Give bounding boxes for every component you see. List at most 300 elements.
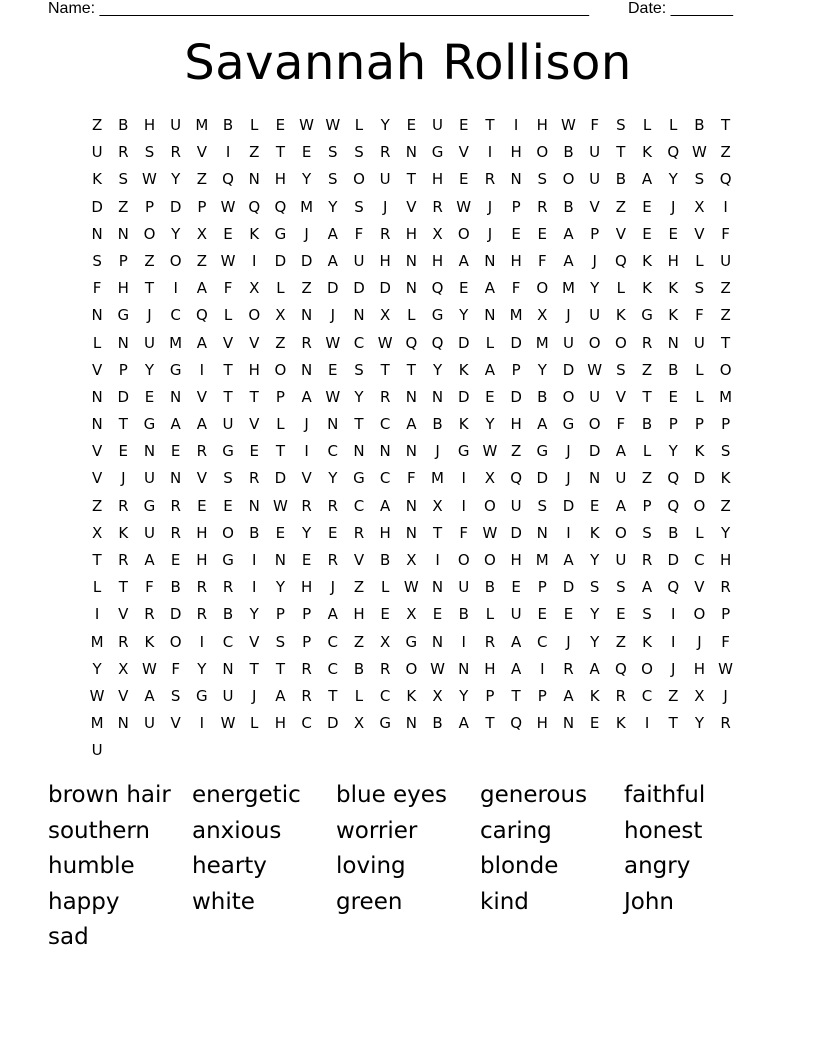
grid-letter[interactable]: G: [353, 469, 365, 488]
grid-letter[interactable]: P: [275, 605, 285, 624]
grid-letter[interactable]: K: [642, 143, 652, 162]
grid-letter[interactable]: G: [431, 306, 444, 325]
grid-letter[interactable]: T: [511, 686, 521, 705]
grid-letter[interactable]: D: [169, 605, 182, 624]
grid-letter[interactable]: D: [117, 387, 130, 406]
grid-letter[interactable]: O: [536, 279, 549, 298]
grid-letter[interactable]: H: [196, 523, 208, 542]
grid-letter[interactable]: V: [301, 469, 312, 488]
grid-letter[interactable]: K: [118, 523, 129, 542]
grid-letter[interactable]: Q: [667, 496, 680, 515]
grid-letter[interactable]: R: [353, 523, 365, 542]
grid-letter[interactable]: A: [196, 415, 207, 434]
grid-letter[interactable]: Q: [431, 333, 444, 352]
grid-letter[interactable]: N: [222, 659, 234, 678]
grid-letter[interactable]: J: [566, 442, 571, 461]
grid-letter[interactable]: W: [377, 333, 393, 352]
grid-letter[interactable]: B: [458, 605, 469, 624]
grid-letter[interactable]: E: [275, 116, 286, 134]
grid-letter[interactable]: F: [537, 251, 547, 270]
grid-letter[interactable]: W: [430, 659, 445, 678]
grid-letter[interactable]: R: [720, 578, 731, 597]
grid-letter[interactable]: D: [327, 714, 339, 733]
grid-letter[interactable]: P: [537, 578, 547, 597]
grid-letter[interactable]: X: [406, 605, 417, 624]
grid-letter[interactable]: M: [509, 306, 523, 325]
grid-letter[interactable]: N: [667, 333, 679, 352]
grid-letter[interactable]: E: [197, 496, 207, 515]
grid-letter[interactable]: U: [91, 143, 103, 162]
grid-letter[interactable]: X: [118, 659, 129, 678]
grid-letter[interactable]: B: [537, 387, 548, 406]
grid-letter[interactable]: V: [118, 686, 129, 705]
grid-letter[interactable]: R: [118, 632, 129, 651]
grid-letter[interactable]: L: [276, 415, 285, 434]
grid-letter[interactable]: S: [694, 279, 705, 298]
grid-letter[interactable]: A: [327, 605, 338, 624]
grid-letter[interactable]: K: [589, 686, 600, 705]
grid-letter[interactable]: D: [562, 496, 575, 515]
grid-letter[interactable]: C: [379, 415, 391, 434]
grid-letter[interactable]: N: [170, 469, 182, 488]
grid-letter[interactable]: Y: [459, 686, 469, 705]
grid-letter[interactable]: Z: [641, 360, 653, 379]
grid-letter[interactable]: Q: [667, 469, 680, 488]
grid-letter[interactable]: R: [379, 224, 391, 243]
grid-letter[interactable]: Y: [590, 605, 600, 624]
grid-letter[interactable]: E: [223, 224, 233, 243]
grid-letter[interactable]: Y: [92, 659, 102, 678]
grid-letter[interactable]: N: [300, 360, 313, 379]
grid-letter[interactable]: X: [380, 632, 391, 651]
grid-letter[interactable]: Y: [590, 279, 600, 298]
grid-letter[interactable]: O: [719, 360, 732, 379]
grid-letter[interactable]: N: [405, 143, 417, 162]
grid-letter[interactable]: Z: [615, 632, 626, 651]
grid-letter[interactable]: B: [432, 415, 443, 434]
grid-letter[interactable]: J: [304, 415, 309, 434]
grid-letter[interactable]: T: [92, 551, 102, 569]
grid-letter[interactable]: W: [561, 116, 576, 134]
grid-letter[interactable]: I: [513, 116, 519, 134]
grid-letter[interactable]: E: [589, 714, 600, 733]
grid-letter[interactable]: K: [144, 632, 155, 651]
grid-letter[interactable]: X: [380, 306, 391, 325]
grid-letter[interactable]: I: [644, 714, 650, 733]
grid-letter[interactable]: U: [222, 415, 234, 434]
grid-letter[interactable]: E: [432, 605, 443, 624]
grid-letter[interactable]: P: [511, 360, 521, 379]
grid-letter[interactable]: H: [693, 659, 706, 678]
grid-letter[interactable]: N: [405, 714, 417, 733]
grid-letter[interactable]: Y: [590, 551, 600, 569]
grid-letter[interactable]: Y: [249, 605, 259, 624]
grid-letter[interactable]: W: [325, 116, 341, 134]
grid-letter[interactable]: K: [642, 279, 652, 298]
grid-letter[interactable]: R: [720, 714, 731, 733]
grid-letter[interactable]: M: [90, 632, 104, 651]
grid-letter[interactable]: Z: [275, 333, 286, 352]
grid-letter[interactable]: T: [485, 714, 495, 733]
grid-letter[interactable]: G: [431, 143, 444, 162]
grid-letter[interactable]: D: [693, 469, 706, 488]
grid-letter[interactable]: I: [461, 496, 466, 515]
grid-letter[interactable]: S: [328, 170, 338, 189]
grid-letter[interactable]: N: [562, 714, 575, 733]
grid-letter[interactable]: A: [615, 442, 626, 461]
grid-letter[interactable]: A: [458, 251, 469, 270]
grid-letter[interactable]: A: [170, 415, 181, 434]
grid-letter[interactable]: M: [300, 197, 314, 216]
grid-letter[interactable]: R: [379, 387, 391, 406]
grid-letter[interactable]: I: [199, 632, 205, 651]
grid-letter[interactable]: Q: [667, 578, 680, 597]
grid-letter[interactable]: W: [142, 170, 157, 189]
grid-letter[interactable]: X: [275, 306, 286, 325]
grid-letter[interactable]: E: [511, 578, 521, 597]
grid-letter[interactable]: Z: [510, 442, 522, 461]
grid-letter[interactable]: F: [721, 632, 730, 651]
grid-letter[interactable]: X: [484, 469, 496, 488]
grid-letter[interactable]: I: [199, 714, 205, 733]
grid-letter[interactable]: Q: [719, 170, 732, 189]
grid-letter[interactable]: A: [301, 387, 312, 406]
grid-letter[interactable]: W: [89, 686, 105, 705]
grid-letter[interactable]: R: [196, 578, 208, 597]
grid-letter[interactable]: Y: [171, 224, 181, 243]
grid-letter[interactable]: F: [407, 469, 416, 488]
grid-letter[interactable]: Y: [590, 632, 600, 651]
grid-letter[interactable]: L: [669, 116, 678, 134]
grid-letter[interactable]: D: [510, 333, 522, 352]
grid-letter[interactable]: V: [458, 143, 469, 162]
grid-letter[interactable]: Q: [431, 279, 444, 298]
grid-letter[interactable]: M: [535, 333, 549, 352]
grid-letter[interactable]: D: [510, 387, 522, 406]
grid-letter[interactable]: P: [144, 197, 154, 216]
grid-letter[interactable]: X: [432, 686, 443, 705]
grid-letter[interactable]: G: [379, 714, 391, 733]
grid-letter[interactable]: Q: [405, 333, 418, 352]
grid-letter[interactable]: N: [91, 387, 103, 406]
grid-letter[interactable]: Z: [118, 197, 129, 216]
grid-letter[interactable]: H: [117, 279, 129, 298]
grid-letter[interactable]: X: [694, 197, 705, 216]
grid-letter[interactable]: A: [563, 224, 574, 243]
grid-letter[interactable]: B: [222, 116, 234, 134]
grid-letter[interactable]: T: [118, 415, 128, 434]
grid-letter[interactable]: K: [668, 306, 679, 325]
grid-letter[interactable]: X: [406, 551, 417, 569]
grid-letter[interactable]: N: [143, 442, 156, 461]
grid-letter[interactable]: Y: [302, 170, 312, 189]
grid-letter[interactable]: J: [252, 686, 257, 705]
grid-letter[interactable]: Z: [720, 306, 731, 325]
grid-letter[interactable]: Z: [668, 686, 679, 705]
grid-letter[interactable]: E: [406, 116, 417, 134]
grid-letter[interactable]: B: [222, 605, 234, 624]
grid-letter[interactable]: H: [510, 415, 522, 434]
grid-letter[interactable]: Y: [354, 387, 364, 406]
grid-letter[interactable]: E: [642, 224, 652, 243]
grid-letter[interactable]: N: [379, 442, 391, 461]
grid-letter[interactable]: V: [615, 387, 626, 406]
grid-letter[interactable]: D: [327, 279, 339, 298]
grid-letter[interactable]: R: [170, 143, 181, 162]
grid-letter[interactable]: A: [641, 578, 653, 597]
grid-letter[interactable]: A: [458, 714, 469, 733]
grid-letter[interactable]: I: [461, 469, 466, 488]
grid-letter[interactable]: A: [563, 551, 574, 569]
grid-letter[interactable]: G: [405, 632, 418, 651]
grid-letter[interactable]: Y: [668, 442, 678, 461]
grid-letter[interactable]: X: [196, 224, 207, 243]
grid-letter[interactable]: J: [671, 659, 676, 678]
grid-letter[interactable]: Y: [144, 360, 155, 379]
grid-letter[interactable]: C: [641, 686, 653, 705]
grid-letter[interactable]: N: [431, 632, 444, 651]
grid-letter[interactable]: A: [615, 496, 626, 515]
grid-letter[interactable]: V: [694, 578, 705, 597]
grid-letter[interactable]: S: [92, 251, 102, 270]
grid-letter[interactable]: V: [196, 143, 207, 162]
grid-letter[interactable]: D: [300, 251, 313, 270]
grid-letter[interactable]: O: [484, 496, 496, 515]
grid-letter[interactable]: H: [196, 551, 208, 569]
grid-letter[interactable]: L: [354, 686, 364, 705]
grid-letter[interactable]: E: [537, 605, 548, 624]
grid-letter[interactable]: G: [222, 442, 234, 461]
grid-letter[interactable]: L: [250, 116, 259, 134]
grid-letter[interactable]: C: [353, 496, 365, 515]
grid-letter[interactable]: N: [405, 279, 417, 298]
grid-letter[interactable]: H: [431, 251, 444, 270]
grid-letter[interactable]: Y: [380, 116, 390, 134]
grid-letter[interactable]: I: [252, 551, 257, 569]
grid-letter[interactable]: U: [170, 116, 182, 134]
grid-letter[interactable]: O: [614, 333, 627, 352]
grid-letter[interactable]: E: [485, 387, 495, 406]
grid-letter[interactable]: Z: [615, 197, 626, 216]
grid-letter[interactable]: O: [457, 551, 470, 569]
grid-letter[interactable]: B: [641, 415, 653, 434]
grid-letter[interactable]: T: [485, 116, 495, 134]
grid-letter[interactable]: W: [325, 387, 341, 406]
grid-letter[interactable]: Y: [432, 360, 443, 379]
grid-letter[interactable]: V: [196, 387, 207, 406]
grid-letter[interactable]: S: [118, 170, 129, 189]
grid-letter[interactable]: R: [301, 686, 312, 705]
grid-letter[interactable]: K: [642, 632, 652, 651]
grid-letter[interactable]: W: [220, 251, 236, 270]
grid-letter[interactable]: E: [511, 224, 521, 243]
grid-letter[interactable]: L: [695, 360, 704, 379]
grid-letter[interactable]: V: [694, 224, 705, 243]
grid-letter[interactable]: N: [431, 387, 444, 406]
grid-letter[interactable]: S: [616, 578, 626, 597]
grid-letter[interactable]: A: [484, 360, 496, 379]
grid-letter[interactable]: Y: [328, 469, 338, 488]
grid-letter[interactable]: G: [274, 224, 287, 243]
grid-letter[interactable]: A: [484, 279, 496, 298]
grid-letter[interactable]: R: [118, 143, 129, 162]
grid-letter[interactable]: H: [143, 116, 156, 134]
grid-letter[interactable]: I: [173, 279, 178, 298]
grid-letter[interactable]: D: [667, 551, 679, 569]
grid-letter[interactable]: D: [353, 279, 365, 298]
grid-letter[interactable]: U: [379, 170, 391, 189]
grid-letter[interactable]: K: [589, 523, 600, 542]
grid-letter[interactable]: U: [510, 496, 522, 515]
grid-letter[interactable]: J: [487, 224, 493, 243]
grid-letter[interactable]: O: [536, 143, 549, 162]
grid-letter[interactable]: B: [563, 197, 574, 216]
grid-letter[interactable]: N: [405, 496, 417, 515]
grid-letter[interactable]: D: [562, 360, 575, 379]
grid-letter[interactable]: R: [249, 469, 260, 488]
grid-letter[interactable]: V: [406, 197, 417, 216]
grid-letter[interactable]: N: [91, 306, 103, 325]
grid-letter[interactable]: R: [222, 578, 234, 597]
grid-letter[interactable]: D: [379, 279, 391, 298]
grid-letter[interactable]: J: [147, 306, 152, 325]
grid-letter[interactable]: U: [222, 686, 234, 705]
grid-letter[interactable]: M: [90, 714, 104, 733]
grid-letter[interactable]: L: [250, 714, 259, 733]
grid-letter[interactable]: T: [406, 170, 416, 189]
grid-letter[interactable]: L: [695, 251, 704, 270]
grid-letter[interactable]: K: [642, 251, 652, 270]
grid-letter[interactable]: E: [170, 551, 181, 569]
grid-letter[interactable]: S: [170, 686, 181, 705]
grid-letter[interactable]: N: [117, 224, 129, 243]
grid-letter[interactable]: A: [510, 632, 522, 651]
grid-letter[interactable]: X: [249, 279, 260, 298]
grid-letter[interactable]: A: [563, 251, 574, 270]
grid-letter[interactable]: L: [485, 605, 495, 624]
grid-letter[interactable]: O: [353, 170, 365, 189]
grid-letter[interactable]: D: [274, 469, 287, 488]
grid-letter[interactable]: P: [302, 632, 312, 651]
grid-letter[interactable]: I: [435, 551, 440, 569]
grid-letter[interactable]: H: [510, 551, 522, 569]
grid-letter[interactable]: W: [220, 197, 236, 216]
grid-letter[interactable]: U: [589, 387, 601, 406]
grid-letter[interactable]: N: [405, 523, 417, 542]
grid-letter[interactable]: O: [588, 415, 601, 434]
grid-letter[interactable]: D: [562, 578, 575, 597]
grid-letter[interactable]: M: [195, 116, 209, 134]
grid-letter[interactable]: I: [252, 578, 257, 597]
grid-letter[interactable]: N: [117, 714, 129, 733]
grid-letter[interactable]: N: [353, 306, 365, 325]
grid-letter[interactable]: I: [252, 251, 257, 270]
grid-letter[interactable]: T: [275, 143, 285, 162]
grid-letter[interactable]: Q: [274, 197, 287, 216]
grid-letter[interactable]: C: [301, 714, 312, 733]
grid-letter[interactable]: N: [117, 333, 129, 352]
grid-letter[interactable]: L: [695, 387, 704, 406]
grid-letter[interactable]: R: [118, 496, 129, 515]
grid-letter[interactable]: N: [405, 387, 417, 406]
grid-letter[interactable]: K: [92, 170, 103, 189]
grid-letter[interactable]: T: [223, 360, 233, 379]
grid-letter[interactable]: E: [144, 387, 155, 406]
grid-letter[interactable]: L: [92, 578, 102, 597]
grid-letter[interactable]: W: [718, 659, 734, 678]
grid-letter[interactable]: P: [642, 496, 652, 515]
grid-letter[interactable]: P: [197, 197, 207, 216]
grid-letter[interactable]: N: [405, 251, 417, 270]
grid-letter[interactable]: V: [91, 469, 103, 488]
grid-letter[interactable]: T: [275, 659, 285, 678]
grid-letter[interactable]: E: [118, 442, 129, 461]
grid-letter[interactable]: S: [328, 143, 338, 162]
grid-letter[interactable]: N: [274, 551, 287, 569]
grid-letter[interactable]: A: [537, 415, 548, 434]
grid-letter[interactable]: Y: [275, 578, 285, 597]
grid-letter[interactable]: R: [118, 551, 129, 569]
grid-letter[interactable]: G: [222, 551, 234, 569]
grid-letter[interactable]: P: [302, 605, 312, 624]
grid-letter[interactable]: D: [510, 523, 522, 542]
grid-letter[interactable]: A: [196, 279, 207, 298]
grid-letter[interactable]: B: [694, 116, 705, 134]
grid-letter[interactable]: N: [431, 578, 444, 597]
grid-letter[interactable]: O: [614, 523, 627, 542]
grid-letter[interactable]: O: [693, 605, 706, 624]
grid-letter[interactable]: N: [248, 496, 260, 515]
grid-letter[interactable]: M: [535, 551, 549, 569]
grid-letter[interactable]: V: [222, 333, 234, 352]
grid-letter[interactable]: D: [588, 442, 601, 461]
grid-letter[interactable]: E: [223, 496, 233, 515]
grid-letter[interactable]: C: [694, 551, 705, 569]
grid-letter[interactable]: V: [353, 551, 365, 569]
grid-letter[interactable]: S: [589, 578, 600, 597]
grid-letter[interactable]: A: [144, 551, 155, 569]
grid-letter[interactable]: X: [432, 224, 443, 243]
grid-letter[interactable]: I: [225, 143, 231, 162]
grid-letter[interactable]: N: [510, 170, 522, 189]
grid-letter[interactable]: R: [301, 333, 312, 352]
grid-letter[interactable]: Z: [720, 143, 731, 162]
grid-letter[interactable]: N: [353, 442, 365, 461]
grid-letter[interactable]: H: [248, 360, 260, 379]
grid-letter[interactable]: G: [143, 496, 156, 515]
grid-letter[interactable]: Z: [720, 496, 731, 515]
grid-letter[interactable]: Q: [614, 251, 627, 270]
grid-letter[interactable]: W: [482, 523, 498, 542]
grid-letter[interactable]: Q: [510, 714, 522, 733]
grid-letter[interactable]: U: [615, 551, 627, 569]
grid-letter[interactable]: H: [667, 251, 679, 270]
grid-letter[interactable]: V: [118, 605, 129, 624]
grid-letter[interactable]: T: [721, 333, 731, 352]
grid-letter[interactable]: I: [94, 605, 100, 624]
grid-letter[interactable]: T: [223, 387, 233, 406]
grid-letter[interactable]: S: [694, 170, 705, 189]
name-field-label[interactable]: Name: _______________________________________________________: [48, 0, 589, 17]
grid-letter[interactable]: L: [276, 279, 285, 298]
grid-letter[interactable]: C: [379, 469, 391, 488]
grid-letter[interactable]: U: [353, 251, 365, 270]
grid-letter[interactable]: Q: [195, 306, 208, 325]
grid-letter[interactable]: F: [92, 279, 102, 298]
grid-letter[interactable]: F: [511, 279, 521, 298]
grid-letter[interactable]: O: [562, 387, 575, 406]
grid-letter[interactable]: F: [590, 116, 599, 134]
